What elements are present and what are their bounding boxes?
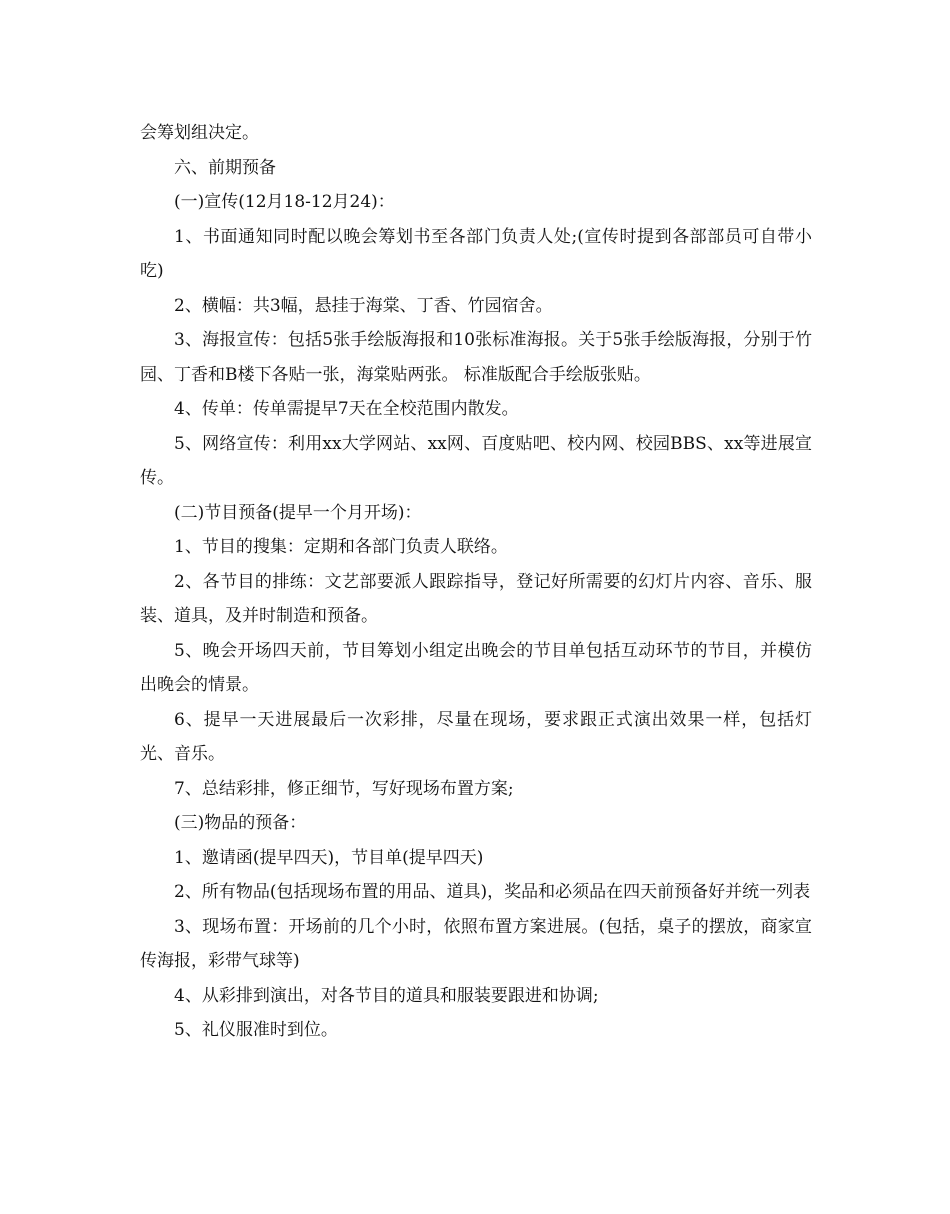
subsection-heading-program: (二)节目预备(提早一个月开场)： [174,502,422,523]
list-item: 5、晚会开场四天前，节目筹划小组定出晚会的节目单包括互动环节的节目，并模仿出晚会的情景。 [140,640,812,695]
list-item: 5、礼仪服准时到位。 [174,1020,338,1040]
list-item: 1、节目的搜集：定期和各部门负责人联络。 [174,537,508,557]
list-item: 2、横幅：共3幅，悬挂于海棠、丁香、竹园宿舍。 [174,295,553,316]
subsection-heading-materials: (三)物品的预备： [174,813,307,833]
list-item: 3、现场布置：开场前的几个小时，依照布置方案进展。(包括，桌子的摆放，商家宣传海报，彩带气球等) [140,916,812,971]
list-item: 1、邀请函(提早四天)，节目单(提早四天) [174,847,484,868]
list-item: 1、书面通知同时配以晚会筹划书至各部门负责人处;(宣传时提到各部部员可自带小吃) [140,226,812,281]
paragraph-continuation: 会筹划组决定。 [140,123,259,143]
list-item: 2、所有物品(包括现场布置的用品、道具)，奖品和必须品在四天前预备好并统一列表 [174,882,811,902]
list-item: 7、总结彩排，修正细节，写好现场布置方案; [174,778,514,799]
list-item: 6、提早一天进展最后一次彩排，尽量在现场，要求跟正式演出效果一样，包括灯光、音乐。 [140,709,812,764]
section-heading-preparation: 六、前期预备 [174,157,276,178]
list-item: 5、网络宣传：利用xx大学网站、xx网、百度贴吧、校内网、校园BBS、xx等进展宣传。 [140,433,812,488]
list-item: 4、传单：传单需提早7天在全校范围内散发。 [174,399,519,419]
document-body [140,116,812,1048]
list-item: 2、各节目的排练：文艺部要派人跟踪指导，登记好所需要的幻灯片内容、音乐、服装、道具，及并时制造和预备。 [140,571,812,626]
list-item: 4、从彩排到演出，对各节目的道具和服装要跟进和协调; [174,985,599,1006]
list-item: 3、海报宣传：包括5张手绘版海报和10张标准海报。关于5张手绘版海报，分别于竹园、丁香和B楼下各贴一张，海棠贴两张。 标准版配合手绘版张贴。 [140,330,812,385]
subsection-heading-publicity: (一)宣传(12月18-12月24)： [174,192,395,212]
